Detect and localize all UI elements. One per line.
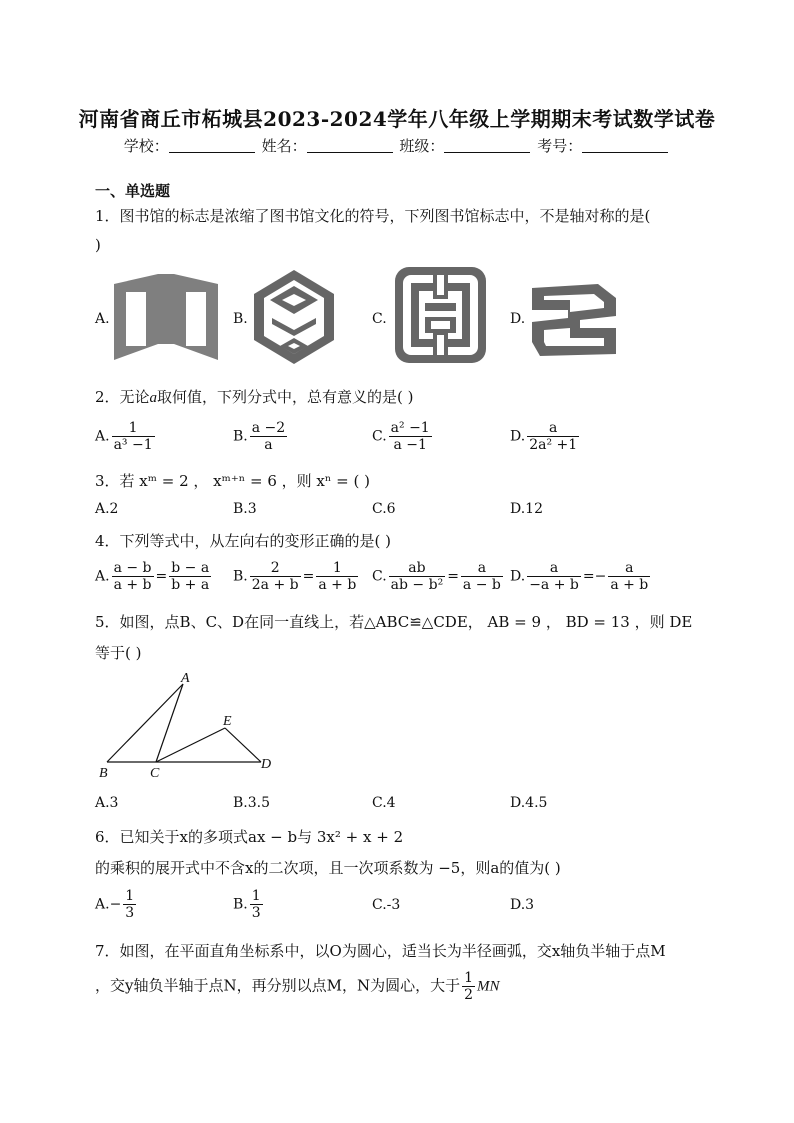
point-a-label: A <box>181 671 190 686</box>
q6-option-d[interactable]: D.3 <box>510 897 535 913</box>
q4-option-c[interactable]: C. $\frac{ab}{\text{ab − b²}}$ = $\frac{a}{a - b}$ <box>372 560 501 593</box>
numerator: 1 <box>251 888 261 904</box>
q2-text-var: a <box>149 390 158 406</box>
q6-option-c[interactable]: C.-3 <box>372 897 401 913</box>
q4-option-a[interactable]: A. $\frac{a - b}{a + b}$ = $\frac{b - a}{b + a}$ <box>95 560 210 593</box>
q1-option-a-label: A. <box>95 311 110 327</box>
numerator: b − a <box>171 560 210 576</box>
fraction <box>527 560 581 593</box>
q2-option-c-label: C. <box>372 428 387 445</box>
q7-text-cont <box>95 970 500 1003</box>
numerator: 1 <box>464 970 474 986</box>
q4-option-c-label: C. <box>372 568 387 585</box>
q5-option-b[interactable]: B.3.5 <box>233 795 271 811</box>
fraction <box>250 888 263 921</box>
q5-option-a[interactable]: A.3 <box>95 795 119 811</box>
denominator: 2a + b <box>251 577 299 593</box>
numerator: 2 <box>250 560 301 577</box>
q6-text: 6．已知关于x的多项式ax − b与 3x² + x + 2 <box>95 828 404 846</box>
numerator: 1 <box>316 560 358 577</box>
q2-option-b[interactable] <box>233 420 289 453</box>
q4-option-b-label: B. <box>233 568 248 585</box>
denominator: a + b <box>610 577 649 593</box>
q2-text <box>95 386 414 407</box>
denominator: a + b <box>113 577 152 593</box>
denominator: 3 <box>125 905 135 921</box>
q3-option-a[interactable]: A.2 <box>95 501 119 517</box>
denominator: 2 <box>464 987 474 1003</box>
q5-option-c[interactable]: C.4 <box>372 795 396 811</box>
q6-text-cont: 的乘积的展开式中不含x的二次项，且一次项系数为 −5，则a的值为( ) <box>95 859 561 877</box>
field-school-blank[interactable] <box>169 138 255 153</box>
q2-option-d-label: D. <box>510 428 526 445</box>
q1-logo-c <box>393 265 488 365</box>
student-info-line <box>0 135 794 156</box>
fraction <box>527 420 579 453</box>
q5-text: 5．如图，点B、C、D在同一直线上，若△ABC≌△CDE， AB = 9 ， BD = 13 ，则 DE <box>95 613 693 631</box>
numerator: a − b <box>113 560 152 576</box>
fraction <box>316 560 358 593</box>
q2-option-a[interactable] <box>95 420 157 453</box>
q6-option-a-label: A. <box>95 896 110 913</box>
q4-option-b[interactable]: B. $\frac{2}{2a + b}$ = $\frac{1}{a + b}$ <box>233 560 357 593</box>
field-name-label: 姓名： <box>261 137 307 155</box>
line-ab <box>107 684 183 762</box>
denominator: a − b <box>462 577 501 593</box>
q5-geometry-figure <box>95 670 285 785</box>
denominator: a <box>264 437 273 453</box>
q2-option-b-label: B. <box>233 428 248 445</box>
q4-option-a-label: A. <box>95 568 110 585</box>
fraction <box>389 560 446 593</box>
line-ed <box>225 728 261 762</box>
q3-option-c[interactable]: C.6 <box>372 501 396 517</box>
denominator: a + b <box>318 577 357 593</box>
numerator: ab <box>389 560 446 577</box>
fraction <box>112 560 154 593</box>
q7-text-cont-main: ，交y轴负半轴于点N，再分别以点M，N为圆心，大于 <box>95 976 461 995</box>
q2-option-a-label: A. <box>95 428 110 445</box>
q2-option-d[interactable] <box>510 420 581 453</box>
q6-option-b-label: B. <box>233 896 248 913</box>
point-e-label: E <box>223 714 232 729</box>
q7-text-tail: MN <box>477 978 500 995</box>
field-name-blank[interactable] <box>307 138 393 153</box>
denominator: ab − b² <box>390 577 444 593</box>
q3-option-d[interactable]: D.12 <box>510 501 543 517</box>
denominator: a −1 <box>393 437 427 453</box>
q1-option-b-label: B. <box>233 311 248 327</box>
q1-logo-a <box>110 272 222 366</box>
denominator: 3 <box>251 905 261 921</box>
fraction <box>250 420 287 453</box>
field-school-label: 学校： <box>123 137 169 155</box>
fraction <box>169 560 211 593</box>
numerator: 1 <box>112 420 155 437</box>
q4-option-d-label: D. <box>510 568 526 585</box>
q2-text-post: 取何值，下列分式中，总有意义的是( ) <box>157 388 414 406</box>
q1-option-d-label: D. <box>510 311 526 327</box>
point-c-label: C <box>150 766 160 781</box>
q6-option-a[interactable] <box>95 888 138 921</box>
section-heading: 一、单选题 <box>95 182 171 200</box>
field-class-blank[interactable] <box>444 138 530 153</box>
fraction <box>123 888 136 921</box>
q5-option-d[interactable]: D.4.5 <box>510 795 548 811</box>
numerator: a <box>608 560 650 577</box>
numerator: a <box>527 560 581 577</box>
q2-text-pre: 2．无论 <box>95 388 150 406</box>
point-b-label: B <box>99 766 108 781</box>
denominator: 2a² +1 <box>529 437 578 453</box>
fraction <box>461 560 503 593</box>
field-number-label: 考号： <box>537 137 583 155</box>
q5-text-cont: 等于( ) <box>95 644 142 662</box>
q2-option-c[interactable] <box>372 420 434 453</box>
q7-text: 7．如图，在平面直角坐标系中，以O为圆心，适当长为半径画弧，交x轴负半轴于点M <box>95 942 666 960</box>
fraction <box>250 560 301 593</box>
point-d-label: D <box>261 757 272 772</box>
q3-option-b[interactable]: B.3 <box>233 501 257 517</box>
numerator: 1 <box>125 888 135 904</box>
q4-option-d[interactable]: D. $\frac{a}{-a + b}$ =− $\frac{a}{a + b}$ <box>510 560 649 593</box>
q1-logo-d <box>528 282 620 358</box>
q1-logo-b <box>252 268 336 366</box>
fraction <box>389 420 432 453</box>
fraction <box>462 970 475 1003</box>
page-title: 河南省商丘市柘城县2023-2024学年八年级上学期期末考试数学试卷 <box>78 107 716 131</box>
numerator: a −2 <box>251 420 286 436</box>
denominator: −a + b <box>529 577 579 593</box>
q6-option-a-sign: − <box>109 896 122 913</box>
fraction <box>608 560 650 593</box>
q1-option-c-label: C. <box>372 311 387 327</box>
q3-text: 3．若 xᵐ = 2 ， xᵐ⁺ⁿ = 6 ，则 xⁿ = ( ) <box>95 472 370 490</box>
q1-text-cont: ) <box>95 236 101 254</box>
numerator: a² −1 <box>390 420 430 436</box>
field-class-label: 班级： <box>399 137 445 155</box>
numerator: a <box>527 420 579 437</box>
q1-text: 1．图书馆的标志是浓缩了图书馆文化的符号，下列图书馆标志中，不是轴对称的是( <box>95 207 651 225</box>
denominator: a³ −1 <box>113 437 153 453</box>
field-number-blank[interactable] <box>582 138 668 153</box>
numerator: a <box>461 560 503 577</box>
q6-option-b[interactable] <box>233 888 265 921</box>
denominator: b + a <box>171 577 210 593</box>
q4-text: 4．下列等式中，从左向右的变形正确的是( ) <box>95 532 392 550</box>
fraction <box>112 420 155 453</box>
